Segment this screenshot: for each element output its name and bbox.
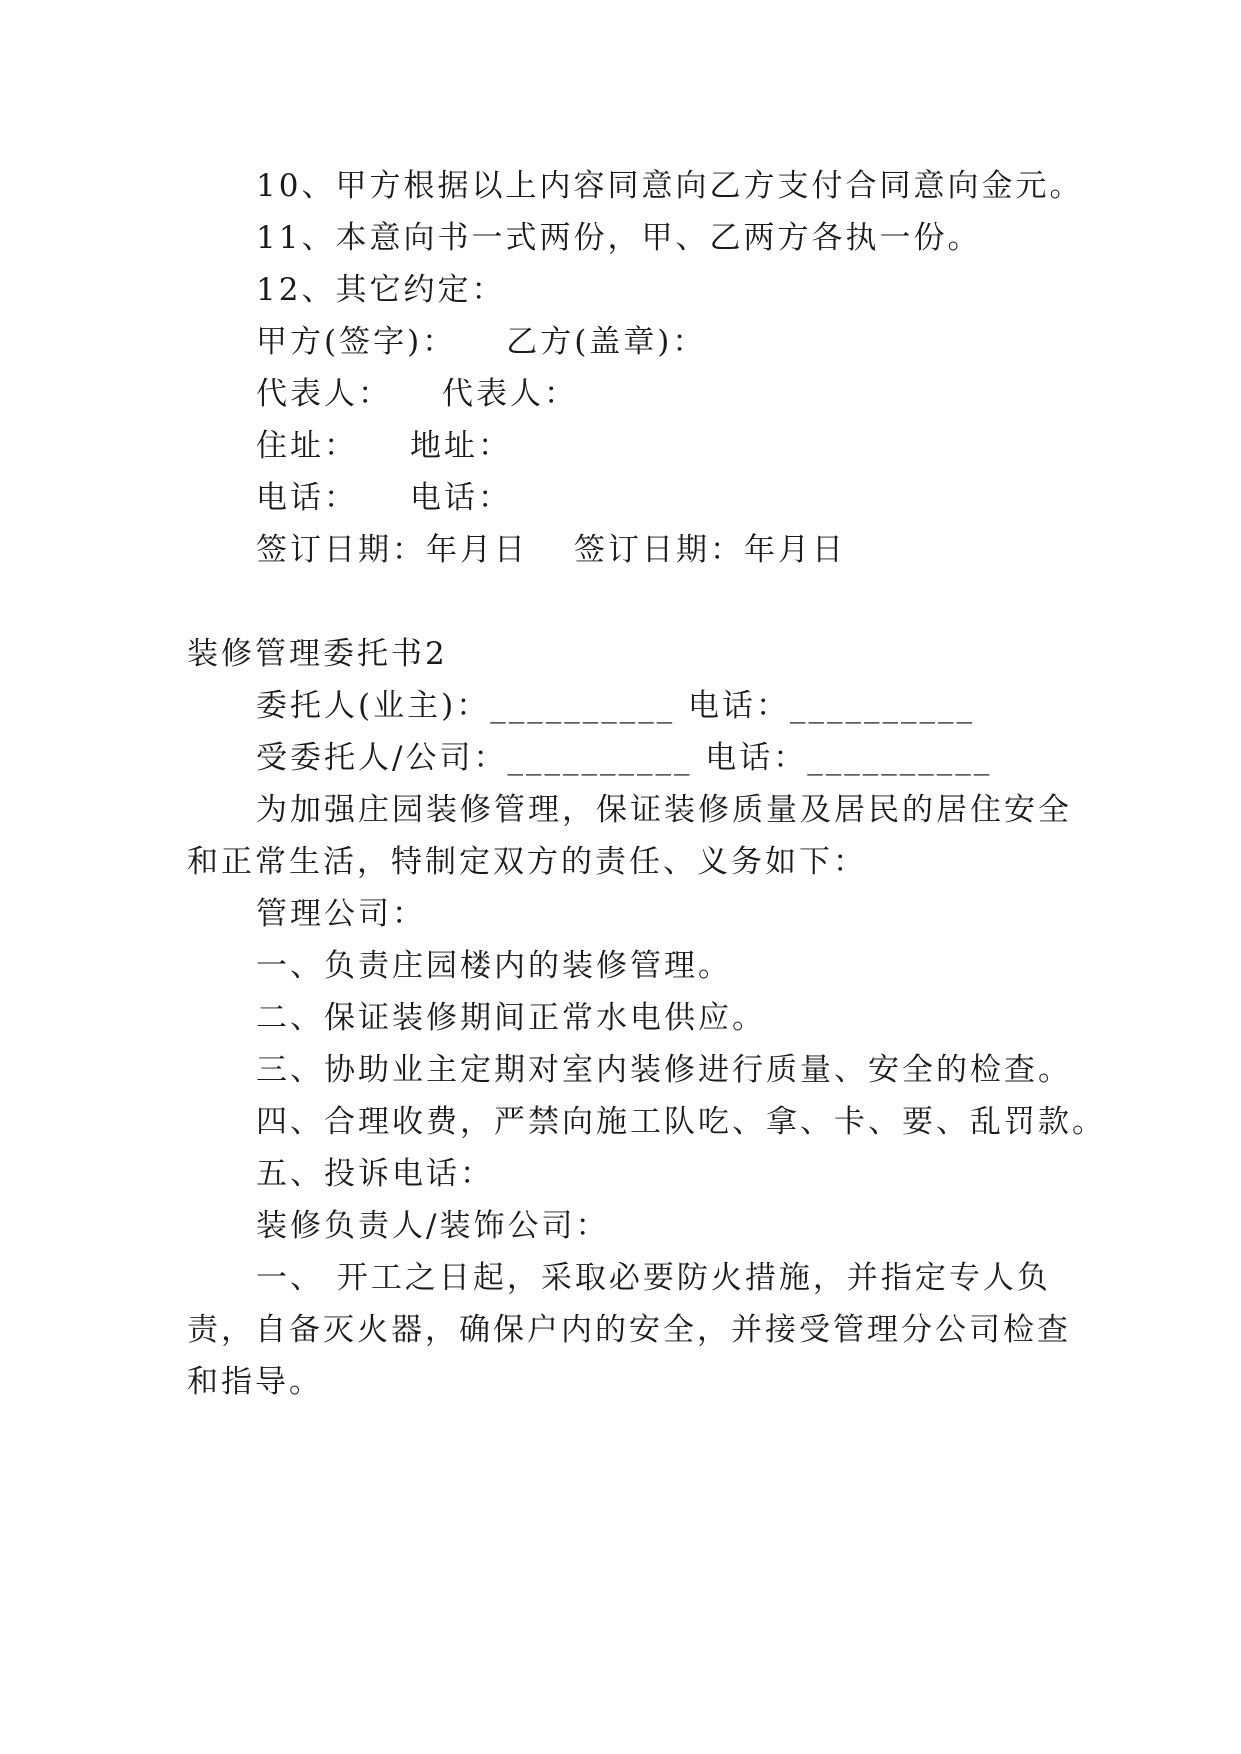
agent-line: 受委托人/公司：__________ 电话：__________	[256, 740, 993, 776]
intro-paragraph-line-2: 和正常生活，特制定双方的责任、义务如下：	[187, 844, 867, 880]
client-line: 委托人(业主)：__________ 电话：__________	[256, 688, 976, 724]
clause-11: 11、本意向书一式两份，甲、乙两方各执一份。	[256, 220, 982, 256]
party-a-representative-label: 代表人：	[256, 376, 392, 412]
party-a-address-label: 住址：	[256, 428, 358, 464]
decoration-duty-1-line-2: 责，自备灭火器，确保户内的安全，并接受管理分公司检查	[187, 1312, 1071, 1348]
party-b-signing-date: 签订日期：年月日	[574, 532, 846, 568]
party-b-phone-label: 电话：	[410, 480, 512, 516]
party-a-phone-label: 电话：	[256, 480, 358, 516]
management-company-heading: 管理公司：	[256, 896, 426, 932]
address-row	[256, 426, 512, 466]
management-duty-4: 四、合理收费，严禁向施工队吃、拿、卡、要、乱罚款。	[256, 1104, 1106, 1140]
management-duty-1: 一、负责庄园楼内的装修管理。	[256, 948, 732, 984]
signature-row	[256, 322, 706, 362]
management-duty-3: 三、协助业主定期对室内装修进行质量、安全的检查。	[256, 1052, 1072, 1088]
party-a-signature-label: 甲方(签字)：	[256, 324, 457, 360]
clause-10: 10、甲方根据以上内容同意向乙方支付合同意向金元。	[256, 168, 1084, 204]
party-b-representative-label: 代表人：	[442, 376, 578, 412]
management-duty-5: 五、投诉电话：	[256, 1156, 494, 1192]
representative-row	[256, 374, 578, 414]
signing-date-row	[256, 530, 846, 570]
party-a-signing-date: 签订日期：年月日	[256, 532, 528, 568]
intro-paragraph-line-1: 为加强庄园装修管理，保证装修质量及居民的居住安全	[256, 792, 1072, 828]
management-duty-2: 二、保证装修期间正常水电供应。	[256, 1000, 766, 1036]
decoration-company-heading: 装修负责人/装饰公司：	[256, 1208, 610, 1244]
decoration-duty-1-line-1: 一、 开工之日起，采取必要防火措施，并指定专人负	[256, 1260, 1051, 1296]
document-title: 装修管理委托书2	[187, 636, 448, 672]
phone-row	[256, 478, 512, 518]
decoration-duty-1-line-3: 和指导。	[187, 1364, 323, 1400]
party-b-seal-label: 乙方(盖章)：	[506, 324, 707, 360]
clause-12: 12、其它约定：	[256, 272, 506, 308]
party-b-address-label: 地址：	[410, 428, 512, 464]
